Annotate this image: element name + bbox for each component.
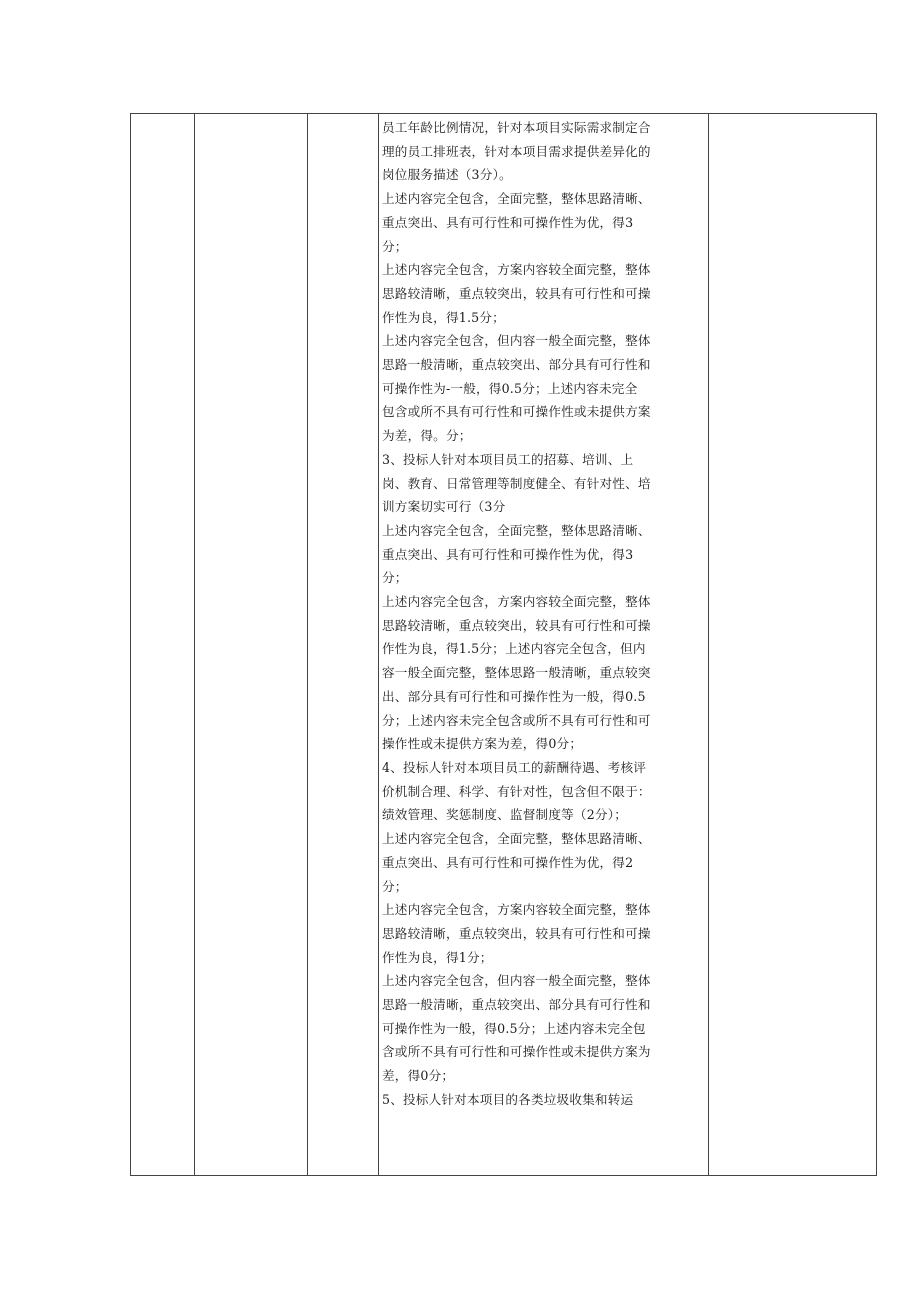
criteria-line: 上述内容完全包含，全面完整，整体思路清晰、 — [382, 522, 651, 538]
criteria-line: 分； — [382, 238, 408, 254]
criteria-line: 出、部分具有可行性和可操作性为一般，得0.5 — [382, 688, 646, 704]
criteria-line: 思路较清晰，重点较突出，较具有可行性和可操 — [382, 285, 651, 301]
criteria-line: 价机制合理、科学、有针对性，包含但不限于： — [382, 783, 651, 799]
criteria-text — [382, 116, 705, 1112]
criteria-line: 理的员工排班表，针对本项目需求提供差异化的 — [382, 143, 651, 159]
criteria-line: 上述内容完全包含，方案内容较全面完整，整体 — [382, 262, 651, 278]
table-cell-criteria — [379, 114, 709, 1176]
criteria-line: 包含或所不具有可行性和可操作性或未提供方案 — [382, 404, 651, 420]
criteria-line: 员工年龄比例情况，针对本项目实际需求制定合 — [382, 120, 651, 135]
criteria-line: 重点突出、具有可行性和可操作性为优，得3 — [382, 214, 634, 230]
criteria-line: 思路一般清晰，重点较突出、部分具有可行性和 — [382, 997, 651, 1013]
criteria-line: 分； — [382, 570, 408, 586]
criteria-line: 容一般全面完整，整体思路一般清晰，重点较突 — [382, 665, 651, 681]
criteria-line: 为差，得。分； — [382, 428, 472, 444]
criteria-line: 可操作性为-一般，得0.5分；上述内容未完全 — [382, 380, 638, 396]
criteria-line: 分；上述内容未完全包含或所不具有可行性和可 — [382, 712, 651, 728]
criteria-line: 训方案切实可行（3分 — [382, 499, 506, 515]
criteria-line: 重点突出、具有可行性和可操作性为优，得3 — [382, 546, 634, 562]
criteria-line: 重点突出、具有可行性和可操作性为优，得2 — [382, 854, 634, 870]
criteria-line: 作性为良，得1分； — [382, 949, 493, 965]
criteria-line: 思路较清晰，重点较突出，较具有可行性和可操 — [382, 617, 651, 633]
criteria-line: 上述内容完全包含，全面完整，整体思路清晰、 — [382, 831, 651, 847]
table-row — [131, 114, 877, 1176]
criteria-line: 可操作性为一般，得0.5分；上述内容未完全包 — [382, 1020, 646, 1036]
criteria-line: 岗位服务描述（3分）。 — [382, 167, 512, 183]
criteria-line: 3、投标人针对本项目员工的招募、培训、上 — [382, 451, 634, 467]
criteria-line: 含或所不具有可行性和可操作性或未提供方案为 — [382, 1044, 651, 1060]
scoring-table — [130, 113, 877, 1176]
criteria-line: 上述内容完全包含，全面完整，整体思路清晰、 — [382, 191, 651, 207]
table-cell-category — [195, 114, 308, 1176]
criteria-line: 操作性或未提供方案为差，得0分； — [382, 736, 583, 752]
criteria-line: 上述内容完全包含，方案内容较全面完整，整体 — [382, 594, 651, 610]
criteria-line: 思路较清晰，重点较突出，较具有可行性和可操 — [382, 925, 651, 941]
criteria-line: 思路一般清晰，重点较突出、部分具有可行性和 — [382, 357, 651, 373]
criteria-line: 上述内容完全包含，但内容一般全面完整，整体 — [382, 333, 651, 349]
criteria-line: 上述内容完全包含，方案内容较全面完整，整体 — [382, 902, 651, 918]
criteria-line: 差，得0分； — [382, 1068, 455, 1084]
table-cell-serial — [131, 114, 195, 1176]
criteria-line: 上述内容完全包含，但内容一般全面完整，整体 — [382, 973, 651, 989]
table-cell-score — [308, 114, 379, 1176]
criteria-line: 作性为良，得1.5分； — [382, 309, 505, 325]
criteria-line: 绩效管理、奖惩制度、监督制度等（2分）； — [382, 807, 627, 823]
table-cell-remarks — [709, 114, 877, 1176]
criteria-line: 分； — [382, 878, 408, 894]
criteria-line: 岗、教育、日常管理等制度健全、有针对性、培 — [382, 475, 651, 491]
criteria-line: 4、投标人针对本项目员工的薪酬待遇、考核评 — [382, 759, 647, 775]
criteria-line: 5、投标人针对本项目的各类垃圾收集和转运 — [382, 1091, 634, 1107]
criteria-line: 作性为良，得1.5分；上述内容完全包含，但内 — [382, 641, 646, 657]
